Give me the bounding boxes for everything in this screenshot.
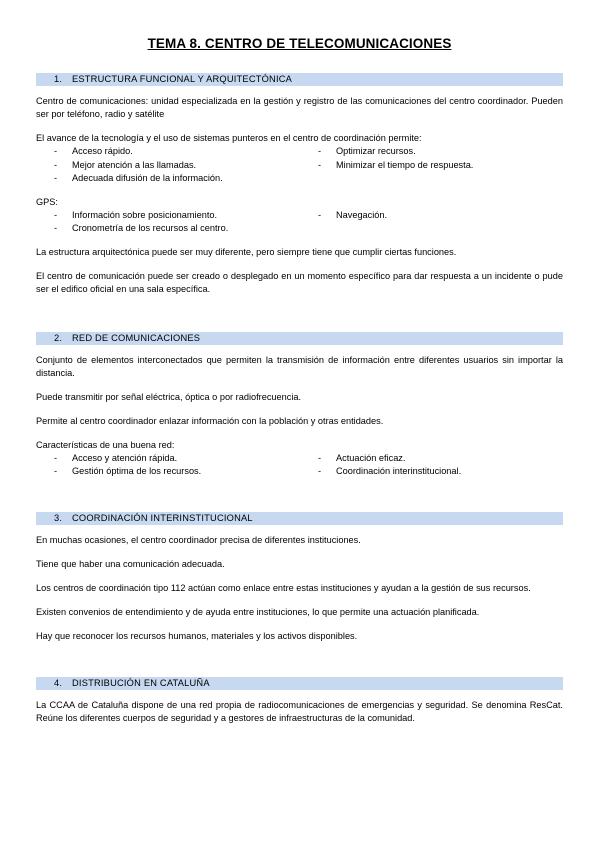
section-heading [36, 677, 563, 690]
list-item: - Cronometría de los recursos al centro. [36, 222, 300, 236]
section-title: RED DE COMUNICACIONES [72, 332, 201, 343]
list-item: - Minimizar el tiempo de respuesta. [300, 159, 563, 173]
section-number: 3. [54, 512, 63, 523]
paragraph: Hay que reconocer los recursos humanos, materiales y los activos disponibles. [36, 630, 358, 641]
list-item: - Navegación. [300, 209, 563, 223]
paragraph: Puede transmitir por señal eléctrica, óptica o por radiofrecuencia. [36, 391, 302, 402]
paragraph: Los centros de coordinación tipo 112 actúan como enlace entre estas instituciones y ayudan a la gestión de sus recursos. [36, 582, 531, 593]
paragraph: Tiene que haber una comunicación adecuada. [36, 558, 225, 569]
section-number: 4. [54, 677, 63, 688]
section-heading [36, 332, 563, 345]
section-coordinacion [36, 512, 563, 643]
section-cataluna [36, 677, 563, 725]
document-page [36, 36, 563, 736]
paragraph: Características de una buena red: [36, 439, 175, 450]
list-item: - Mejor atención a las llamadas. [36, 159, 300, 173]
page-title: TEMA 8. CENTRO DE TELECOMUNICACIONES [147, 36, 452, 51]
paragraph: La CCAA de Cataluña dispone de una red propia de radiocomunicaciones de emergencias y seguridad. Se denomina ResCat. Reúne los diferentes cuerpos de seguridad y a gestores de infraestructuras de la comunidad. [36, 699, 563, 723]
section-number: 2. [54, 332, 63, 343]
section-heading [36, 73, 563, 86]
list-item: - Coordinación interinstitucional. [300, 465, 563, 479]
list-item: - Acceso y atención rápida. [36, 452, 300, 466]
list-item: - Actuación eficaz. [300, 452, 563, 466]
paragraph: Centro de comunicaciones: unidad especializada en la gestión y registro de las comunicaciones del centro coordinador. Pueden ser por teléfono, radio y satélite [36, 96, 563, 119]
paragraph: El avance de la tecnología y el uso de sistemas punteros en el centro de coordinación permite: [36, 133, 422, 143]
paragraph: GPS: [36, 196, 58, 207]
list-item: - Acceso rápido. [36, 145, 300, 159]
list-item: - Optimizar recursos. [300, 145, 563, 159]
paragraph: El centro de comunicación puede ser creado o desplegado en un momento específico para dar respuesta a un incidente o pude ser el edifico oficial en una sala específica. [36, 270, 563, 294]
section-title: DISTRIBUCIÓN EN CATALUÑA [72, 677, 210, 688]
list-item: - Adecuada difusión de la información. [36, 172, 300, 186]
paragraph: Existen convenios de entendimiento y de ayuda entre instituciones, lo que permite una actuación planificada. [36, 606, 480, 617]
paragraph: En muchas ocasiones, el centro coordinador precisa de diferentes instituciones. [36, 534, 361, 545]
section-title: COORDINACIÓN INTERINSTITUCIONAL [72, 512, 253, 523]
paragraph: Permite al centro coordinador enlazar información con la población y otras entidades. [36, 415, 384, 426]
section-number: 1. [54, 74, 63, 84]
section-estructura [36, 73, 563, 296]
bullet-list [36, 452, 563, 479]
list-item: - Información sobre posicionamiento. [36, 209, 300, 223]
section-title: ESTRUCTURA FUNCIONAL Y ARQUITECTÓNICA [72, 74, 293, 84]
paragraph: Conjunto de elementos interconectados que permiten la transmisión de información entre diferentes usuarios sin importar la distancia. [36, 354, 563, 378]
section-red [36, 332, 563, 479]
bullet-list [36, 209, 563, 236]
section-heading [36, 512, 563, 525]
bullet-list [36, 145, 563, 186]
paragraph: La estructura arquitectónica puede ser muy diferente, pero siempre tiene que cumplir ciertas funciones. [36, 246, 457, 257]
list-item: - Gestión óptima de los recursos. [36, 465, 300, 479]
